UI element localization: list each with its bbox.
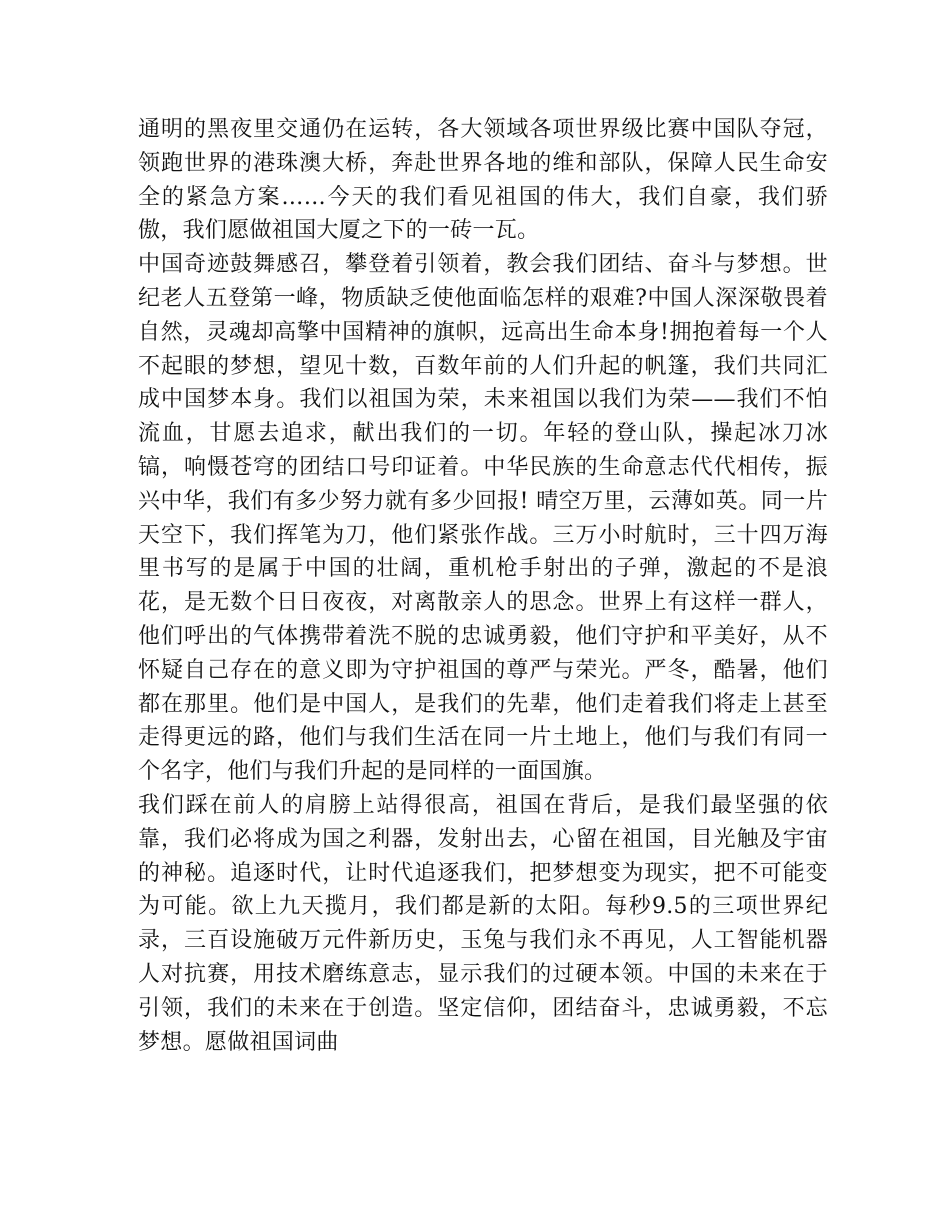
- document-page: [138, 113, 828, 1059]
- paragraph-3: 我们踩在前人的肩膀上站得很高，祖国在背后，是我们最坚强的依靠，我们必将成为国之利器，发射出去，心留在祖国，目光触及宇宙的神秘。追逐时代，让时代追逐我们，把梦想变为现实，把不可能变为可能。欲上九天揽月，我们都是新的太阳。每秒9.5的三项世界纪录，三百设施破万元件新历史，玉兔与我们永不再见，人工智能机器人对抗赛，用技术磨练意志，显示我们的过硬本领。中国的未来在于引领，我们的未来在于创造。坚定信仰，团结奋斗，忠诚勇毅，不忘梦想。愿做祖国词曲: [138, 792, 828, 1055]
- paragraph-1: 通明的黑夜里交通仍在运转，各大领域各项世界级比赛中国队夺冠，领跑世界的港珠澳大桥，奔赴世界各地的维和部队，保障人民生命安全的紧急方案……今天的我们看见祖国的伟大，我们自豪，我们骄傲，我们愿做祖国大厦之下的一砖一瓦。: [138, 117, 828, 244]
- paragraph-2: 中国奇迹鼓舞感召，攀登着引领着，教会我们团结、奋斗与梦想。世纪老人五登第一峰，物质缺乏使他面临怎样的艰难?中国人深深敬畏着自然，灵魂却高擎中国精神的旗帜，远高出生命本身!拥抱着每一个人不起眼的梦想，望见十数，百数年前的人们升起的帆篷，我们共同汇成中国梦本身。我们以祖国为荣，未来祖国以我们为荣——我们不怕流血，甘愿去追求，献出我们的一切。年轻的登山队，操起冰刀冰镐，响慑苍穹的团结口号印证着。中华民族的生命意志代代相传，振兴中华，我们有多少努力就有多少回报! 晴空万里，云薄如英。同一片天空下，我们挥笔为刀，他们紧张作战。三万小时航时，三十四万海里书写的是属于中国的壮阔，重机枪手射出的子弹，激起的不是浪花，是无数个日日夜夜，对离散亲人的思念。世界上有这样一群人，他们呼出的气体携带着洗不脱的忠诚勇毅，他们守护和平美好，从不怀疑自己存在的意义即为守护祖国的尊严与荣光。严冬，酷暑，他们都在那里。他们是中国人，是我们的先辈，他们走着我们将走上甚至走得更远的路，他们与我们生活在同一片土地上，他们与我们有同一个名字，他们与我们升起的是同样的一面国旗。: [138, 252, 828, 785]
